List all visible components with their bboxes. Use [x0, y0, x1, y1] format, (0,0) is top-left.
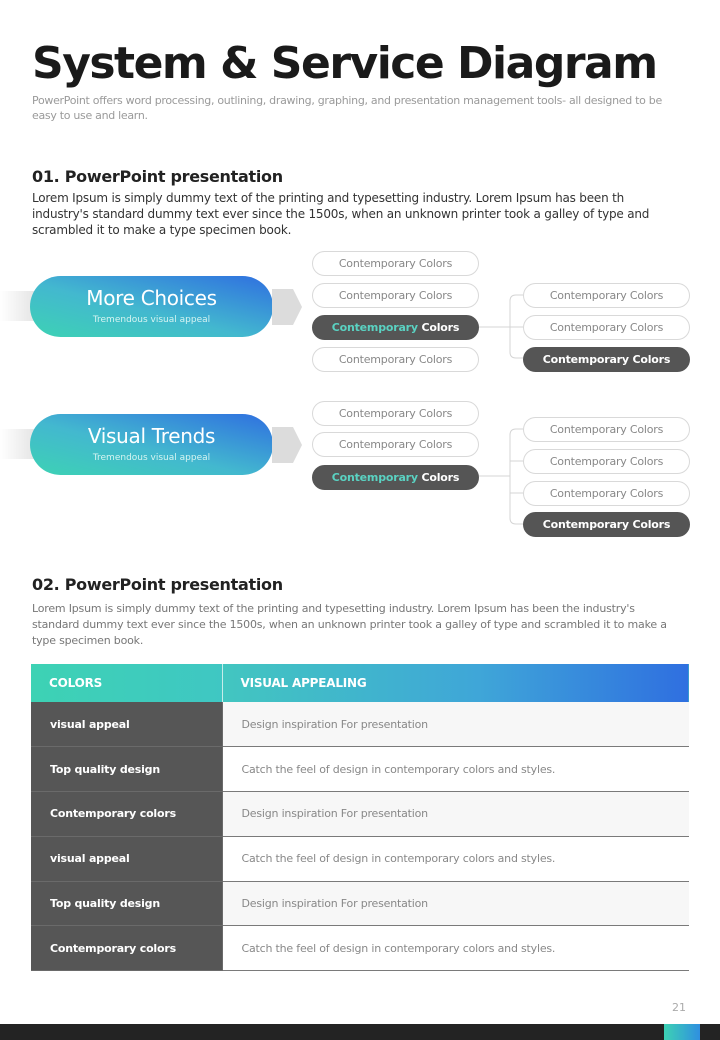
- table-header-visual: VISUAL APPEALING: [222, 664, 689, 702]
- diagram-node-selected[interactable]: [312, 315, 479, 340]
- diagram-node[interactable]: Contemporary Colors: [312, 401, 479, 426]
- diagram-node[interactable]: Contemporary Colors: [523, 283, 690, 308]
- arrow-right-icon: [272, 427, 302, 463]
- diagram-node[interactable]: Contemporary Colors: [523, 449, 690, 474]
- arrow-right-icon: [272, 289, 302, 325]
- diagram-node[interactable]: Contemporary Colors: [312, 283, 479, 308]
- diagram-node[interactable]: Contemporary Colors: [312, 432, 479, 457]
- table-cell-value: Design inspiration For presentation: [222, 702, 689, 747]
- more-choices-pill[interactable]: [30, 276, 273, 337]
- connector-group1: [479, 295, 523, 358]
- diagram-node[interactable]: Contemporary Colors: [312, 251, 479, 276]
- diagram-node-highlight[interactable]: Contemporary Colors: [523, 512, 690, 537]
- diagram-node[interactable]: Contemporary Colors: [523, 315, 690, 340]
- pill-subtitle: Tremendous visual appeal: [92, 315, 211, 325]
- section-2-body: Lorem Ipsum is simply dummy text of the printing and typesetting industry. Lorem Ipsum has been the industry's standard dummy text ever since the 1500s, when an unknown printer took a galley of type and scrambled it to make a type specimen book.: [32, 602, 667, 647]
- connector-group2: [479, 429, 523, 524]
- footer-accent: [664, 1024, 700, 1040]
- table-row: [31, 926, 689, 971]
- diagram-node-selected[interactable]: [312, 465, 479, 490]
- node-accent-text: Contemporary: [331, 471, 418, 484]
- table-cell-label: visual appeal: [31, 702, 222, 747]
- page-title: System & Service Diagram: [32, 38, 657, 89]
- diagram-node-highlight[interactable]: Contemporary Colors: [523, 347, 690, 372]
- table-header-row: [31, 664, 689, 702]
- pill-title: Visual Trends: [87, 424, 216, 448]
- node-text: Colors: [417, 471, 460, 484]
- table-row: [31, 747, 689, 792]
- page-number: 21: [672, 1001, 686, 1014]
- node-text: Colors: [417, 321, 460, 334]
- table-cell-label: Contemporary colors: [31, 926, 222, 971]
- table-row: [31, 792, 689, 837]
- section-1-body: Lorem Ipsum is simply dummy text of the printing and typesetting industry. Lorem Ipsum has been th industry's standard dummy text ever since the 1500s, when an unknown printer took a galley of type and scrambled it to make a type specimen book.: [32, 191, 650, 237]
- pill-title: More Choices: [86, 286, 217, 310]
- diagram-node[interactable]: Contemporary Colors: [523, 417, 690, 442]
- footer-bar: [0, 1024, 720, 1040]
- section-1-heading: 01. PowerPoint presentation: [32, 167, 283, 186]
- table-header-colors: COLORS: [31, 664, 222, 702]
- page-subtitle: PowerPoint offers word processing, outlining, drawing, graphing, and presentation management tools- all designed to be easy to use and learn.: [32, 94, 662, 122]
- table-cell-value: Catch the feel of design in contemporary colors and styles.: [222, 926, 689, 971]
- node-accent-text: Contemporary: [331, 321, 418, 334]
- pill-subtitle: Tremendous visual appeal: [92, 453, 211, 463]
- diagram-node[interactable]: Contemporary Colors: [523, 481, 690, 506]
- table-row: [31, 702, 689, 747]
- table-cell-value: Catch the feel of design in contemporary colors and styles.: [222, 747, 689, 792]
- table-cell-label: Top quality design: [31, 881, 222, 926]
- table-cell-label: Top quality design: [31, 747, 222, 792]
- table-cell-label: visual appeal: [31, 836, 222, 881]
- section-2-heading: 02. PowerPoint presentation: [32, 575, 283, 594]
- table-cell-value: Design inspiration For presentation: [222, 881, 689, 926]
- table-row: [31, 881, 689, 926]
- visual-trends-pill[interactable]: [30, 414, 273, 475]
- table-row: [31, 836, 689, 881]
- colors-table: [31, 664, 689, 971]
- table-cell-value: Catch the feel of design in contemporary colors and styles.: [222, 836, 689, 881]
- table-cell-label: Contemporary colors: [31, 792, 222, 837]
- table-cell-value: Design inspiration For presentation: [222, 792, 689, 837]
- diagram-node[interactable]: Contemporary Colors: [312, 347, 479, 372]
